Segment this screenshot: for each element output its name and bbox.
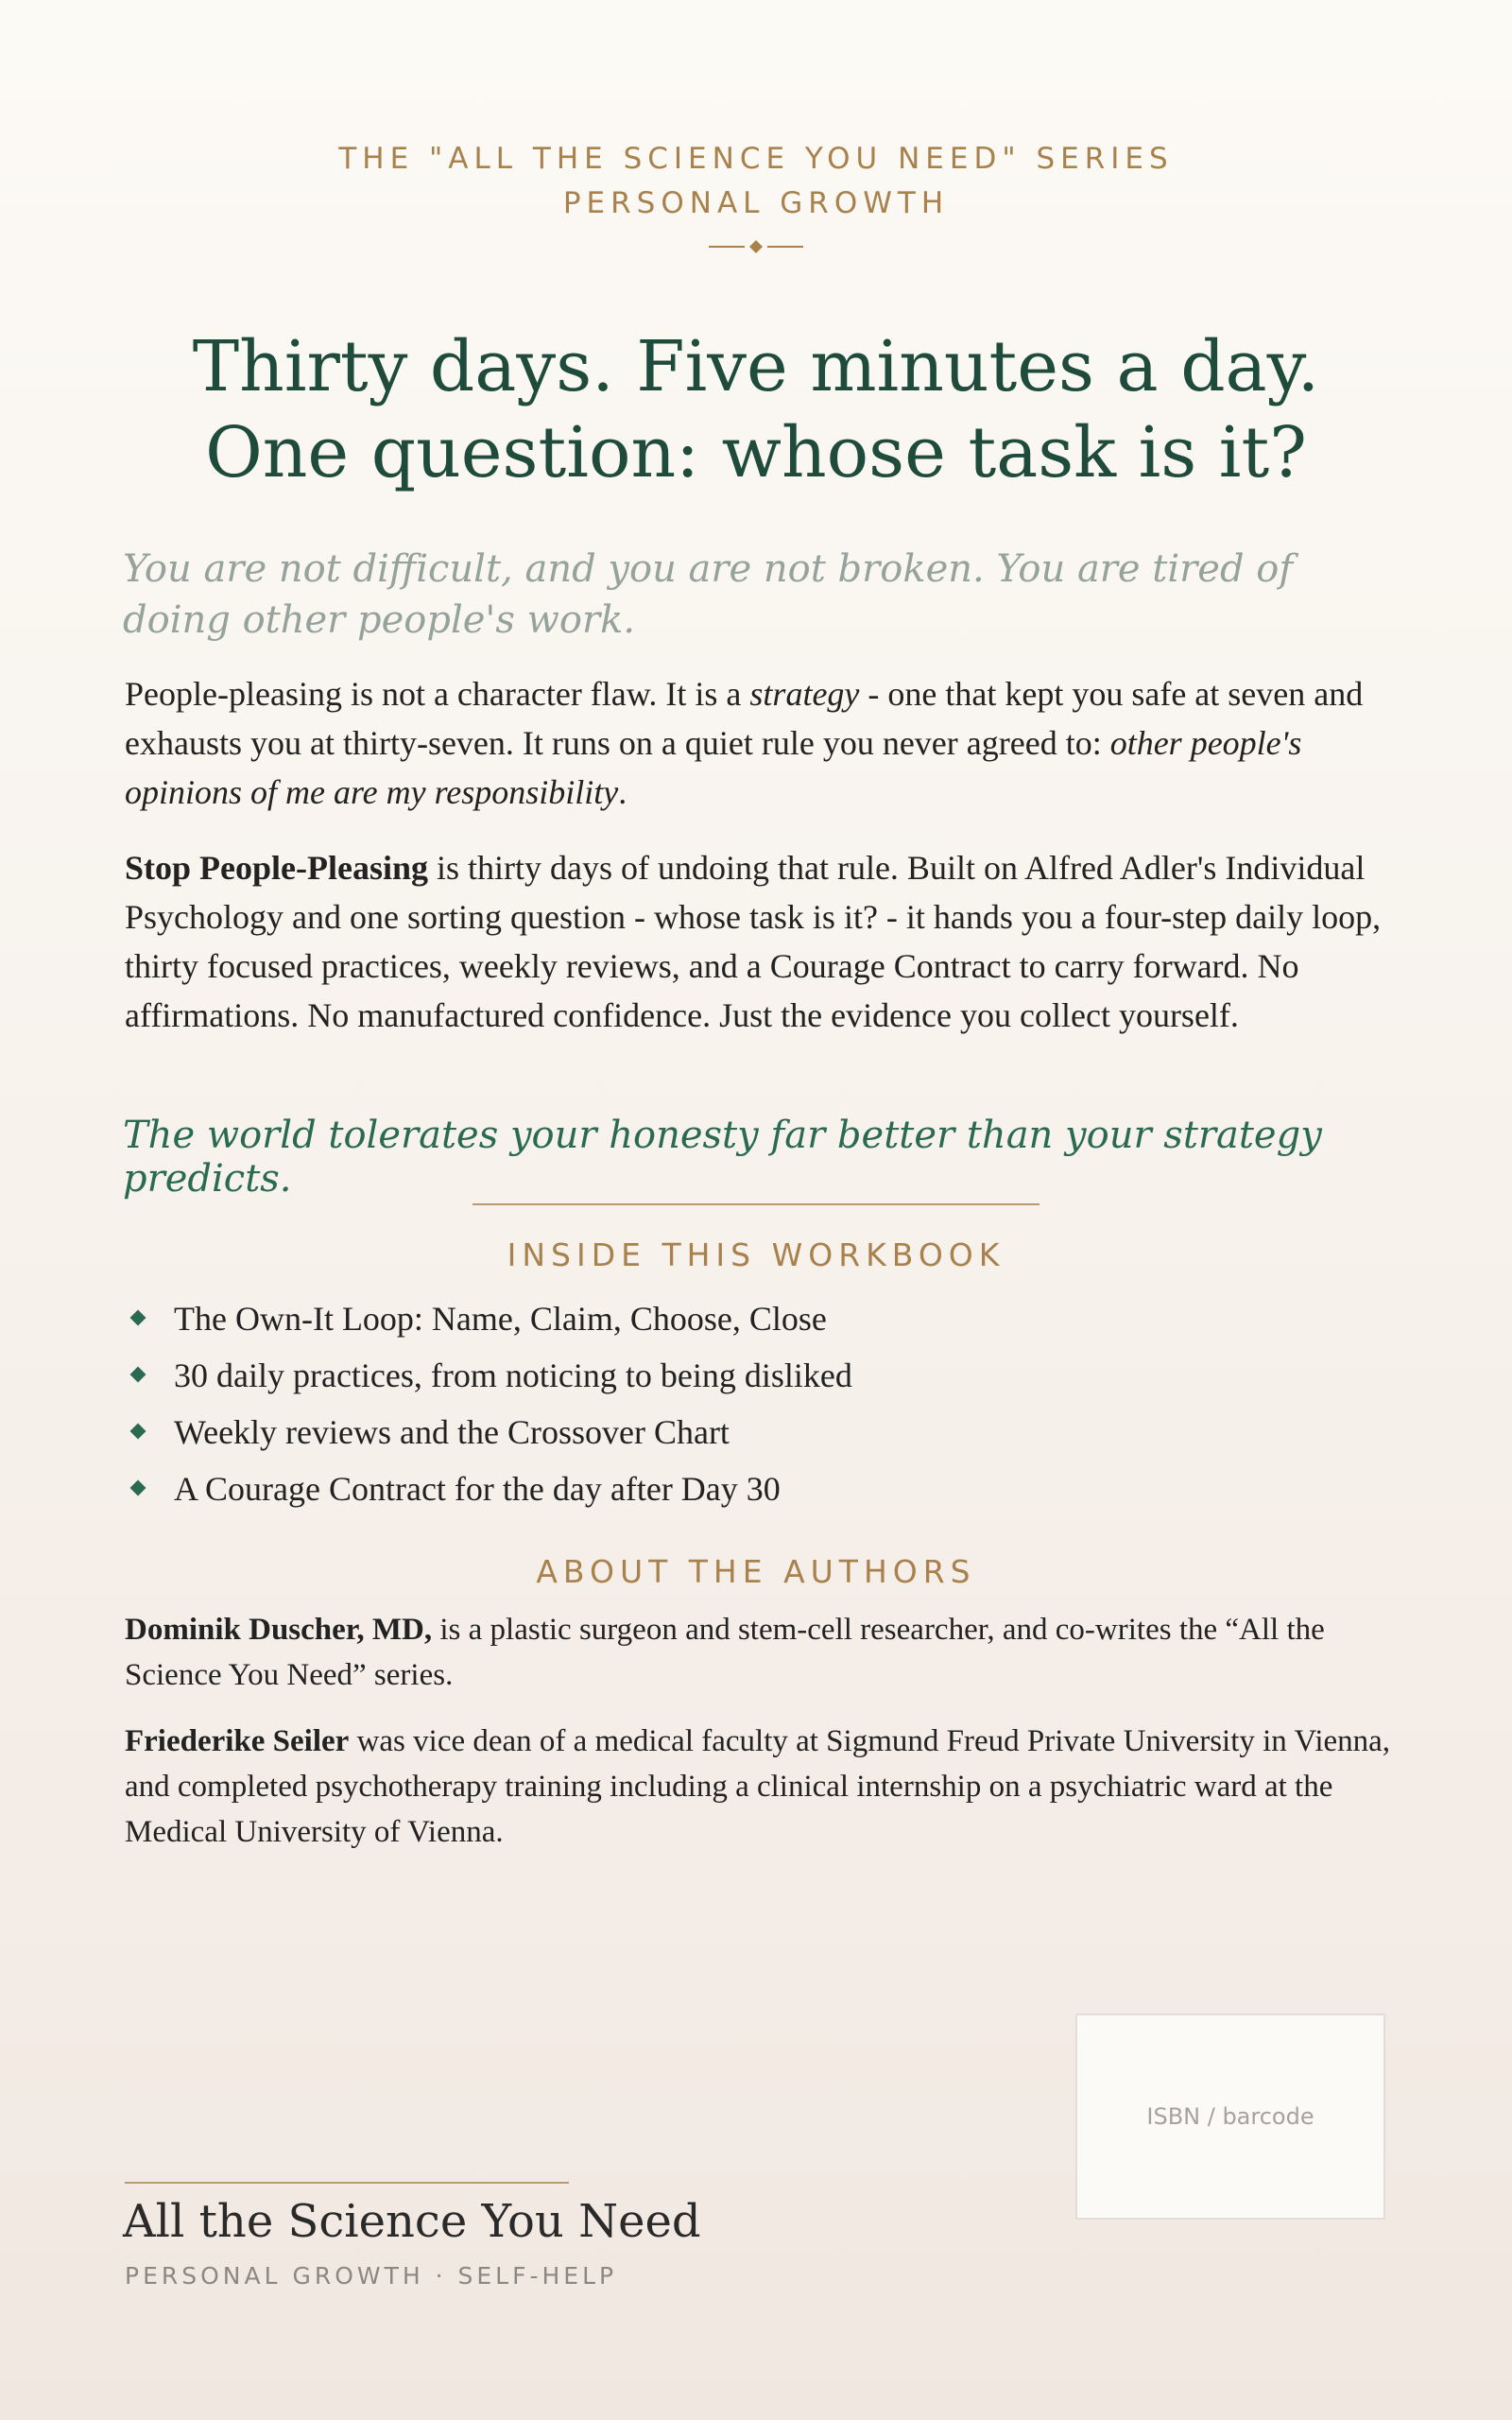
- intro-text-2: - one that kept you safe at seven and exhausts you at thirty-seven. It runs on a quiet rule you never agreed to:: [125, 675, 1364, 762]
- author-bio-text: was vice dean of a medical faculty at Sigmund Freud Private University in Vienna, and completed psychotherapy training including a clinical internship on a psychiatric ward at the Medical University of Vienna.: [125, 1724, 1391, 1849]
- diamond-bullet-icon: [130, 1310, 146, 1326]
- isbn-label: ISBN / barcode: [1146, 2103, 1314, 2130]
- brand-title: All the Science You Need: [123, 2195, 701, 2248]
- isbn-barcode-placeholder: [1075, 2014, 1385, 2220]
- headline-line-2: One question: whose task is it?: [205, 412, 1307, 493]
- intro-text-3: .: [618, 773, 627, 811]
- author-bio-duscher: [125, 1607, 1391, 1698]
- intro-text-1: People-pleasing is not a character flaw. It is a: [125, 675, 750, 713]
- brand-subtitle: PERSONAL GROWTH · SELF-HELP: [125, 2262, 618, 2290]
- series-category: PERSONAL GROWTH: [562, 186, 950, 220]
- headline-line-1: Thirty days. Five minutes a day.: [192, 326, 1320, 407]
- book-title: Stop People-Pleasing: [125, 849, 428, 887]
- diamond-ornament-icon: [709, 233, 803, 261]
- list-item-text: A Courage Contract for the day after Day 30: [174, 1470, 781, 1508]
- author-name: Dominik Duscher, MD,: [125, 1613, 433, 1647]
- list-item-text: Weekly reviews and the Crossover Chart: [174, 1413, 730, 1451]
- diamond-bullet-icon: [130, 1367, 146, 1383]
- description-paragraph: [125, 843, 1391, 1040]
- author-name: Friederike Seiler: [125, 1724, 350, 1758]
- intro-paragraph: [125, 669, 1391, 817]
- inside-workbook-heading: INSIDE THIS WORKBOOK: [507, 1236, 1005, 1273]
- author-bio-seiler: [125, 1719, 1391, 1855]
- lead-quote: You are not difficult, and you are not broken. You are tired of doing other people's work.: [123, 547, 1294, 642]
- description-text: is thirty days of undoing that rule. Built on Alfred Adler's Individual Psychology and one sorting question - whose task is it? - it hands you a four-step daily loop, thirty focused practices, weekly reviews, and a Courage Contract to carry forward. No affirmations. No manufactured confidence. Just the evidence you collect yourself.: [125, 849, 1382, 1034]
- brand-divider: [125, 2182, 569, 2184]
- about-authors-heading: ABOUT THE AUTHORS: [536, 1553, 976, 1590]
- list-item-text: 30 daily practices, from noticing to being disliked: [174, 1357, 852, 1394]
- list-item: [129, 1347, 1357, 1404]
- list-item: [129, 1290, 1357, 1347]
- diamond-bullet-icon: [130, 1480, 146, 1496]
- pull-quote: The world tolerates your honesty far better than your strategy predicts.: [123, 1114, 1322, 1201]
- series-title: THE "ALL THE SCIENCE YOU NEED" SERIES: [338, 142, 1174, 176]
- intro-emphasis-rule: other people's opinions of me are my responsibility: [125, 724, 1302, 811]
- diamond-bullet-icon: [130, 1424, 146, 1440]
- section-divider: [472, 1203, 1040, 1205]
- list-item-text: The Own-It Loop: Name, Claim, Choose, Close: [174, 1300, 827, 1338]
- intro-emphasis-strategy: strategy: [749, 675, 860, 713]
- author-bio-text: is a plastic surgeon and stem-cell researcher, and co-writes the “All the Science You Need” series.: [125, 1613, 1325, 1692]
- feature-list: [129, 1290, 1357, 1517]
- list-item: [129, 1404, 1357, 1461]
- list-item: [129, 1461, 1357, 1517]
